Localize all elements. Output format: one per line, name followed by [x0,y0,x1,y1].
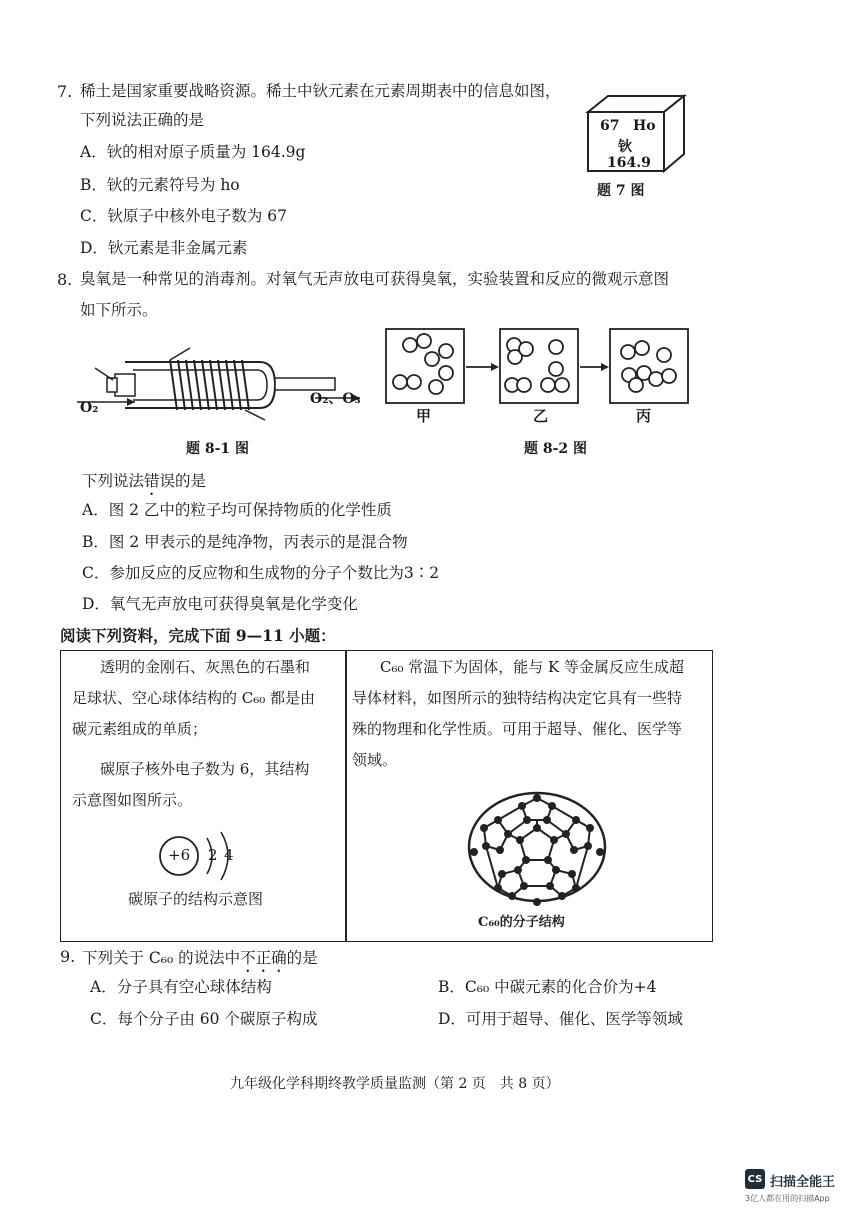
shell-1-electrons: 2 [208,846,218,864]
left-line4: 碳原子核外电子数为 6，其结构 [100,760,310,778]
q8-option-b: B．图 2 甲表示的是纯净物，丙表示的是混合物 [82,533,408,551]
scanner-app-name: 扫描全能王 [770,1175,836,1190]
element-mass: 164.9 [607,155,651,171]
q9-number: 9. [60,947,76,966]
q9-option-a: A．分子具有空心球体结构 [90,978,272,996]
q8-stem-line2: 如下所示。 [80,301,158,319]
q8-ask-emphasis: 错 [144,472,160,490]
carbon-atom-caption: 碳原子的结构示意图 [128,890,264,908]
q8-ask-post: 误的是 [159,472,207,490]
outlet-label: O₂、O₃ [310,391,361,407]
left-line2: 足球状、空心球体结构的 C₆₀ 都是由 [72,689,316,707]
nucleus-charge: +6 [168,846,191,864]
q8-option-c: C．参加反应的反应物和生成物的分子个数比为3∶2 [82,564,440,582]
scanner-logo: CS [745,1169,765,1189]
element-atomic-number: 67 [600,118,620,134]
q8-number: 8. [57,270,73,289]
element-symbol: Ho [633,118,656,134]
q7-number: 7. [57,82,73,101]
left-line1: 透明的金刚石、灰黑色的石墨和 [100,658,311,676]
q8-ask-pre: 下列说法 [82,472,145,490]
particle-diagram [384,327,694,407]
right-line2: 导体材料，如图所示的独特结构决定它具有一些特 [352,689,683,707]
box-label-yi: 乙 [533,407,549,425]
reading-table-divider [345,650,347,942]
reading-title: 阅读下列资料，完成下面 9—11 小题： [60,626,336,645]
q7-option-c: C．钬原子中核外电子数为 67 [80,207,288,225]
right-line1: C₆₀ 常温下为固体，能与 K 等金属反应生成超 [380,658,685,676]
q8-ask [82,472,206,499]
left-line5: 示意图如图所示。 [72,791,193,809]
q9-stem [82,949,318,976]
q7-figure-caption: 题 7 图 [597,183,645,199]
q9-stem-emphasis: 不正确 [240,949,287,967]
right-line4: 领域。 [352,751,398,769]
box-label-jia: 甲 [416,407,432,425]
right-line3: 殊的物理和化学性质。可用于超导、催化、医学等 [352,720,683,738]
discharge-apparatus-figure [75,340,365,425]
left-line3: 碳元素组成的单质； [72,720,208,738]
q7-stem-line1: 稀土是国家重要战略资源。稀土中钬元素在元素周期表中的信息如图， [80,82,561,100]
scanner-slogan: 3亿人都在用的扫描App [745,1194,830,1203]
q9-stem-pre: 下列关于 C₆₀ 的说法中 [82,949,241,967]
q8-option-a: A．图 2 乙中的粒子均可保持物质的化学性质 [82,501,392,519]
shell-2-electrons: 4 [224,846,234,864]
page-footer: 九年级化学科期终教学质量监测（第 2 页 共 8 页） [230,1076,560,1092]
fig8-1-caption: 题 8-1 图 [186,441,250,457]
q7-option-b: B．钬的元素符号为 ho [80,176,240,194]
element-name: 钬 [618,139,632,155]
q9-option-b: B．C₆₀ 中碳元素的化合价为+4 [438,978,657,996]
c60-caption: C₆₀的分子结构 [478,915,565,930]
q7-stem-line2: 下列说法正确的是 [80,111,205,129]
q7-option-d: D．钬元素是非金属元素 [80,239,248,257]
q8-stem-line1: 臭氧是一种常见的消毒剂。对氧气无声放电可获得臭氧，实验装置和反应的微观示意图 [80,270,670,288]
inlet-label: O₂ [80,400,99,416]
c60-molecule-figure [462,790,612,910]
q9-stem-post: 的是 [286,949,318,967]
q8-option-d: D．氧气无声放电可获得臭氧是化学变化 [82,595,358,613]
q9-option-d: D．可用于超导、催化、医学等领域 [438,1010,683,1028]
fig8-2-caption: 题 8-2 图 [524,441,588,457]
q7-option-a: A．钬的相对原子质量为 164.9g [80,143,306,161]
box-label-bing: 丙 [636,407,652,425]
q9-option-c: C．每个分子由 60 个碳原子构成 [90,1010,318,1028]
